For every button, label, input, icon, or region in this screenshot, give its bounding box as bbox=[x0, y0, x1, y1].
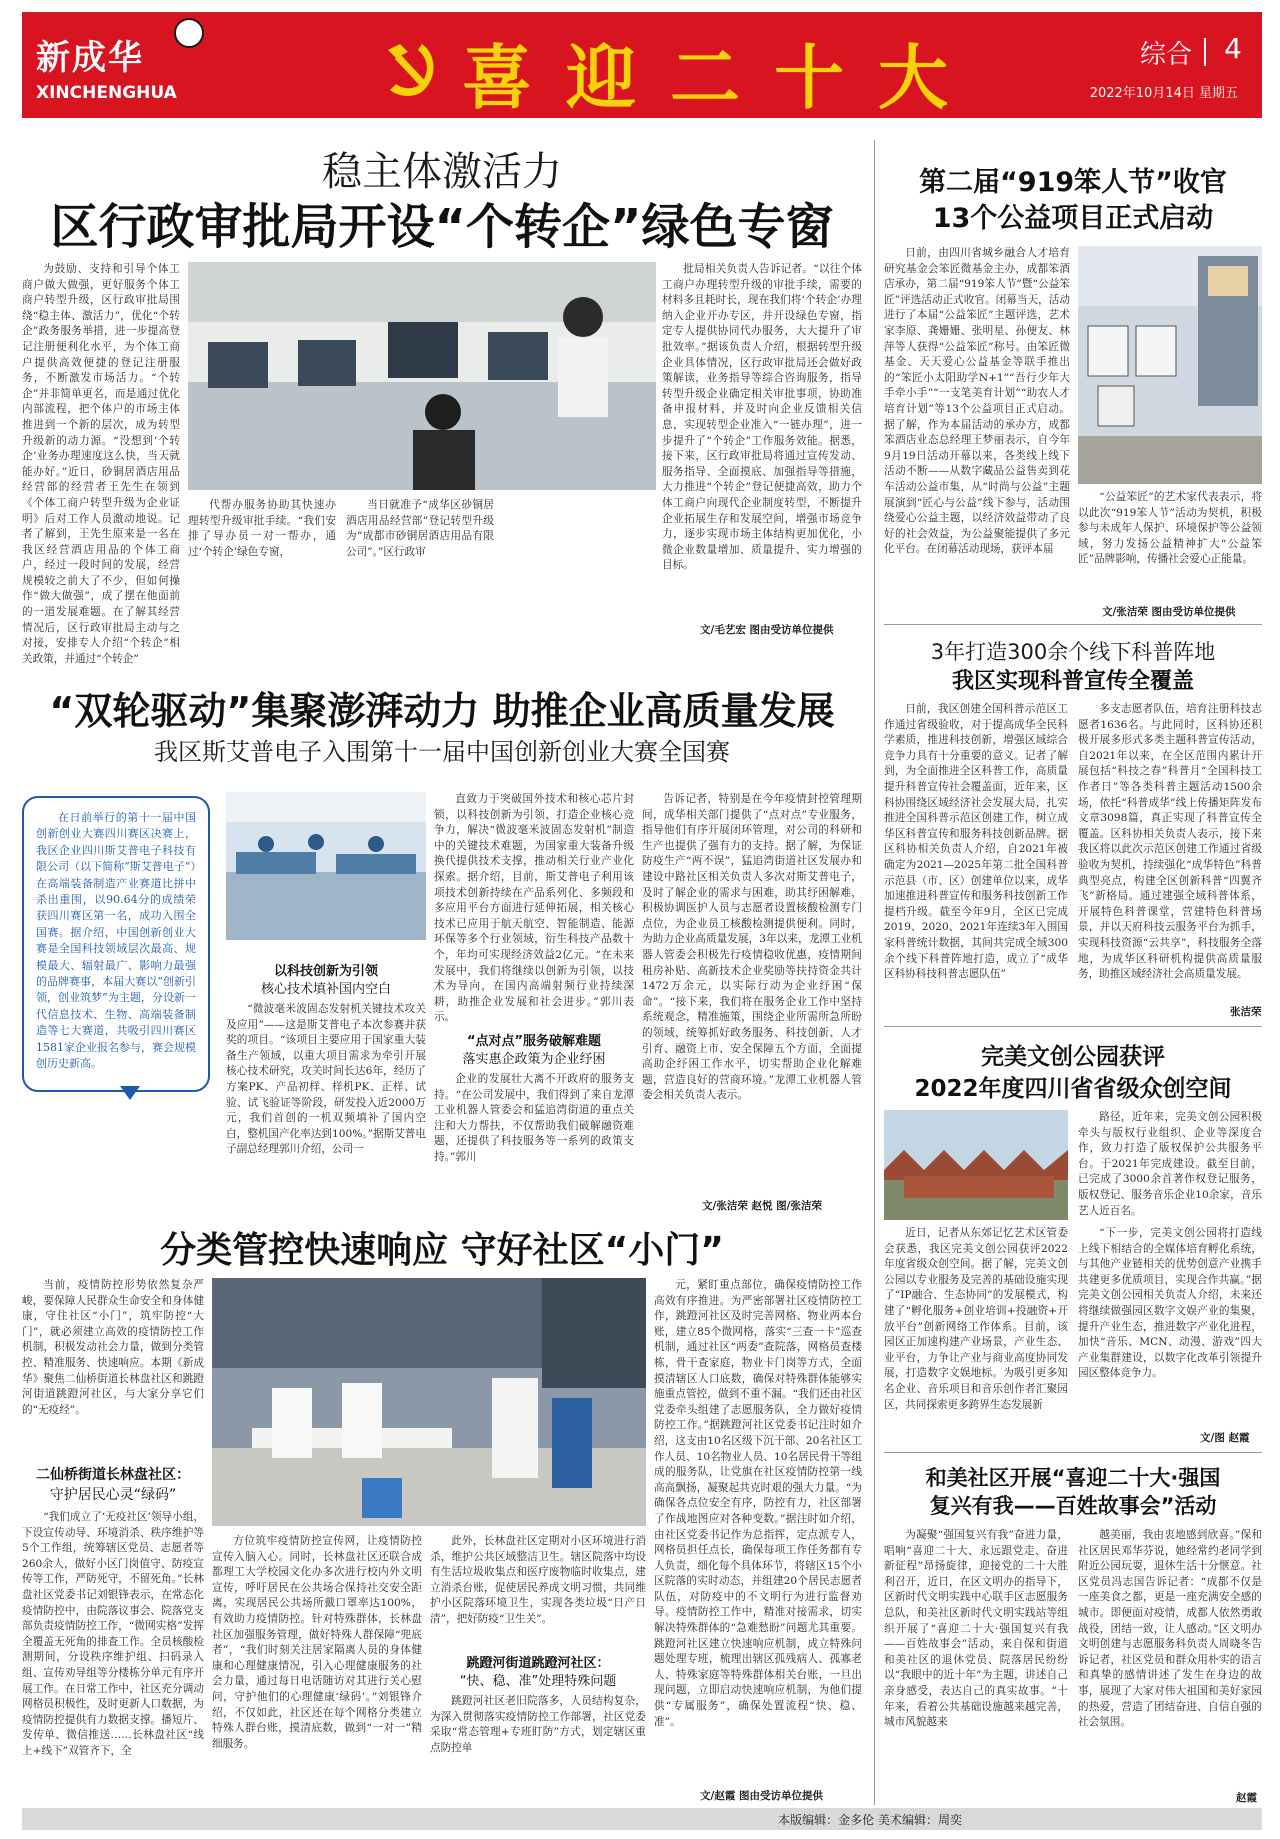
science-kicker: 3年打造300余个线下科普阵地 bbox=[930, 640, 1216, 664]
footer-bar bbox=[22, 1808, 1262, 1830]
hemei-headline-2: 复兴有我——百姓故事会”活动 bbox=[929, 1494, 1217, 1518]
shuanglun-column-1: “微波毫米波固态发射机关键技术攻关及应用”——这是斯艾普电子本次参赛并获奖的项目。“该项目主要应用于国家重大装备生产领域，以重大项目需求为牵引开展核心技术研究，攻关时间长达6年，经历了方案PK、产品初样、样机PK、正样、试验、试飞验证等阶段，研发投入近2000万元，我们首创的一机双频填补了国内空白，整机国产化率达到100%。”据斯艾普电子副总经理郭川介绍，公司一 bbox=[226, 1003, 426, 1156]
shequ-column-3b: 跳蹬河社区老旧院落多，人员结构复杂，为深入贯彻落实疫情防控工作部署，社区党委采取“常态管理+专班盯防”方式，划定辖区重点防控单 bbox=[430, 1695, 646, 1754]
article919-column-1: 日前，由四川省城乡融合人才培育研究基金会笨匠微基金主办，成都笨酒店承办，第二届“919笨人节”暨“公益笨匠”评选活动正式收官。闭幕当天，活动进行了本届“公益笨匠”主题评选，艺术家李原、龚姗姗、张明星、孙便友、林萍等人获得“公益笨匠”称号。由笨匠微基金、天天爱心公益基金等联手推出的“笨匠小太阳助学N+1”“吾行少年大手牵小手”“一支笔美育计划”“助农人才培育计划”等13个公益项目正式启动。据了解，作为本届活动的承办方，成都笨酒店业态总经理王梦丽表示，自今年9月19日活动开幕以来，各类线上线下活动不断——从数字藏品公益售卖到花车活动公益市集，从“时尚与公益”主题展演到“匠心与公益”线下参与，活动围绕爱心公益主题，以经济效益带动了良好的社会效益，为公益聚能提供了多元化平台。在闭幕活动现场，获评本届 bbox=[884, 247, 1070, 556]
article1-headline: 区行政审批局开设“个转企”绿色专窗 bbox=[50, 199, 834, 255]
wenchuang-photo bbox=[884, 1110, 1068, 1220]
wenchuang-headline: 完美文创公园获评 bbox=[981, 1044, 1165, 1070]
article1-photo bbox=[188, 262, 656, 490]
section-name: 综合 bbox=[1139, 40, 1192, 70]
article1-byline: 文/毛艺宏 图由受访单位提供 bbox=[700, 624, 834, 636]
covid-testing-photo bbox=[212, 1278, 646, 1526]
hemei-column-1: 为凝聚“强国复兴有我”奋进力量，唱响“喜迎二十大、永远跟党走、奋进新征程”昂扬旋律，迎接党的二十大胜利召开，近日，在区文明办的指导下，区新时代文明实践中心联手区志愿服务总队，和美社区新时代文明实践站等组织开展了“喜迎二十大·强国复兴有我——百姓故事会”活动，来自保和街道和美社区的退休党员、院落居民纷纷以“我眼中的近十年”为主题，讲述自己亲身感受，表达自己的真实故事。“十年来，看着公共基础设施越来越完善，城市风貌越来 bbox=[884, 1529, 1068, 1729]
shequ-sub1b: 守护居民心灵“绿码” bbox=[49, 1487, 177, 1503]
science-column-2: 多支志愿者队伍，培育注册科技志愿者1636名。与此同时，区科协还积极开展多形式多类主题科普宣传活动，自2021年以来，在全区范围内累计开展包括“科技之春”科普月“全国科技工作者日”等各类科普主题活动1500余场，依托“科普成华”线上传播矩阵发布文章3098篇，真正实现了科普宣传全覆盖。区科协相关负责人表示，接下来我区将以此次示范区创建工作通过省级验收为契机，持续强化“成华特色”科普典型亮点，构建全区创新科普“四翼齐飞”新格局。通过建强全域科普体系，开展特色科普课堂，营建特色科普场景，并以天府科技云服务平台为抓手，实现科技资源“云共享”，科技服务全落地，为成华区科研机构提供高质量服务，助推区域经济社会高质量发展。 bbox=[1078, 703, 1262, 981]
shuanglun-column-3: 告诉记者，特别是在今年疫情封控管理期间，成华相关部门提供了“点对点”专业服务，指导他们有序开展闭环管理，对公司的科研和生产也提供了强有力的支持。据了解，为保证防疫生产“两不误”，猛追湾街道社区发展办和建设中路社区相关负责人多次对斯艾普电子，及时了解企业的需求与困难，助其纾困解难，积极协调医护人员与志愿者设置核酸检测专门点位，为企业员工核酸检测提供便利。同时，为助力企业高质量发展，3年以来，龙潭工业机器人管委会积极先行疫情稳收优惠，疫情期间租房补贴、高新技术企业奖励等扶持资金共计1472万余元，以实际行动为企业纾困“保命”。“接下来，我们将在服务企业工作中坚持系统观念，精准施策，围绕企业所需所急所盼的领域，统筹抓好政务服务、科技创新、人才引育、融资上市、安全保障五个方面，全面提高助企纾困工作水平，切实帮助企业化解难题，营造良好的营商环境。”龙潭工业机器人管委会相关负责人表示。 bbox=[642, 793, 862, 1102]
shequ-sub2: 跳蹬河街道跳蹬河社区： bbox=[466, 1656, 610, 1671]
shuanglun-byline: 文/张洁荣 赵悦 图/张洁荣 bbox=[702, 1200, 822, 1212]
masthead bbox=[22, 12, 1262, 118]
art-exhibit-photo bbox=[1078, 246, 1262, 484]
hammer-sickle-icon bbox=[378, 36, 442, 100]
article919-byline: 文/张洁荣 图由受访单位提供 bbox=[1102, 606, 1236, 618]
article1-column-2: 代帮办服务协助其快速办理转型升级审批手续。“我们安排了导办员一对一帮办，通过‘个转企’绿色专窗， bbox=[188, 499, 336, 558]
shuanglun-column-2: 直致力于突破国外技术和核心芯片封锁，以科技创新为引领，打造企业核心竞争力，解决“微波毫米波固态发射机”制造中的关键技术难题，为国家重大装备升级换代提供技术支撑，推动相关行业产业化探索。据介绍，目前，斯艾普电子利用该项技术创新持续在产品系列化、多频段和多应用平台方面进行延伸拓展，相关核心技术已应用于航天航空、智能制造、能源环保等多个行业领域，衍生科技产品数十个，年均可实现经济效益2亿元。“在未来发展中，我们将继续以创新为引领，以技术为导向，在国内高端射频行业持续深耕，助推企业发展和社会进步。”郭川表示。 bbox=[434, 793, 634, 1024]
shequ-column-2: 方位筑牢疫情防控宣传网，让疫情防控宣传入脑入心。同时，长林盘社区还联合成都理工大学校园文化办多次进行校内外文明宣传，呼吁居民在公共场合保持社交安全距离，实现居民公共场所戴口罩率达100%，有效助力疫情防控。针对特殊群体，长林盘社区加强服务管理，做好特殊人群保障“兜底者”，“我们时刻关注居家隔离人员的身体健康和心理健康情况，引入心理健康服务的社会力量，通过每日电话随访对其进行关心慰问，守护他们的心理健康‘绿码’。”刘银锋介绍，不仅如此，社区还在每个网格分类建立特殊人群台账，摸清底数，做到“一对一”精细服务。 bbox=[212, 1535, 422, 1750]
shequ-sub2b: “快、稳、准”处理特殊问题 bbox=[459, 1674, 617, 1689]
section-divider-2 bbox=[884, 1026, 1262, 1027]
article919-headline: 第二届“919笨人节”收官 bbox=[919, 167, 1227, 198]
banner-slogan: 喜迎二十大 bbox=[462, 36, 982, 119]
hemei-headline: 和美社区开展“喜迎二十大·强国 bbox=[925, 1466, 1221, 1490]
wenchuang-column-3: “下一步，完美文创公园将打造线上线下相结合的全媒体培育孵化系统，与其他产业链相关的优势创意产业携手共建更多优质项目，实现合作共赢。”据完美文创公园相关负责人介绍，未来还将继续做强园区数字文娱产业的集聚，提升产业生态，推进数字产业化进程，加快“音乐、MCN、动漫、游戏”四大产业集群建设，以数字化改革引领提升园区整体竞争力。 bbox=[1078, 1227, 1262, 1380]
shuanglun-sub2b: 落实惠企政策为企业纾困 bbox=[462, 1052, 606, 1067]
article1-kicker: 稳主体激活力 bbox=[322, 149, 562, 195]
panda-badge-icon bbox=[174, 18, 204, 48]
article919-photo bbox=[1078, 246, 1262, 484]
science-column-1: 日前，我区创建全国科普示范区工作通过省级验收，对于提高成华全民科学素质，推进科技创新，增强区域综合竞争力具有十分重要的意义。记者了解到，为全面推进全区科普工作，高质量提升科普宣传社会覆盖面，近年来，区科协围绕区域经济社会发展大局，扎实推进全国科普示范区创建工作，树立成华区科普宣传和服务科技创新品牌。据区科协相关负责人介绍，自2021年被确定为2021—2025年第二批全国科普示范县（市、区）创建单位以来，成华加速推进科普宣传和服务科技创新工作提档升级。截至今年9月，全区已完成2019、2020、2021年连续3年入围国家科普统计数据，其间共完成全域300余个线下科普阵地打造，成立了“成华区科协科技科普志愿队伍” bbox=[884, 703, 1068, 981]
shequ-byline: 文/赵霞 图由受访单位提供 bbox=[700, 1790, 823, 1802]
shequ-column-3: 此外，长林盘社区定期对小区环境进行消杀，维护公共区域整洁卫生。辖区院落中均设有生活垃圾收集点和医疗废物临时收集点，建立消杀台账，促使居民养成文明习惯，共同维护小区院落环境卫生，实现各类垃圾“日产日清”，把好防疫“卫生关”。 bbox=[430, 1535, 646, 1625]
page-number: 4 bbox=[1224, 32, 1242, 65]
wenchuang-headline-2: 2022年度四川省省级众创空间 bbox=[914, 1076, 1232, 1102]
shequ-column-1: “我们成立了‘无疫社区’领导小组，下设宣传动导、环境消杀、秩序维护等5个工作组，统筹辖区党员、志愿者等260余人，做好小区门岗值守、防疫宣传等工作，严防死守，不留死角。”长林盘社区党委书记刘银锋表示，在常态化疫情防控中，由院落议事会、院落党支部负责疫情防控工作，“微网实格”发挥全覆盖无死角的排查工作。全员核酸检测期间，分设秩序维护组、扫码录入组、宣传劝导组等分楼栋分单元有序开展工作。在日常工作中，社区充分调动网格员积极性，及时更新人口数据，为疫情防控提供有力数据支撑。播短片、发传单、微信推送……长林盘社区“线上+线下”双管齐下，全 bbox=[22, 1511, 204, 1757]
hemei-byline: 赵霞 bbox=[1236, 1792, 1257, 1804]
shequ-column-4: 元，紧盯重点部位，确保疫情防控工作高效有序推进。为严密部署社区疫情防控工作，跳蹬河社区及时完善网格、物业两本台账，建立85个微网格，落实“三查一卡”巡查机制，通过社区“两委”查院落，网格员查楼栋，骨干查家庭，物业卡门岗等方式，全面摸清辖区人口底数，确保对特殊群体能够实施重点管控，做到不重不漏。“我们还由社区党委牵头组建了志愿服务队，全力做好疫情防控工作。”据跳蹬河社区党委书记注时如介绍，这支由10名区级下沉干部、20名社区工作人员、10名物业人员、10名居民骨干等组成的服务队，让党旗在社区疫情防控第一线高高飘扬，凝聚起共克时艰的强大力量。“为确保各点位安全有序，防控有力，社区部署了作战地图应对各种变数。”据注时如介绍，由社区党委书记作为总指挥，定点派专人，网格员担任点长，确保每项工作任务都有专人负责，细化每个具体环节，将辖区15个小区院落的实时动态，并组建20个居民志愿者队伍，对防疫中的不文明行为进行监督劝导。疫情防控工作中，精准对接需求，切实解决特殊群体的“急难愁盼”问题尤其重要。跳蹬河社区建立快速响应机制，成立特殊问题处理专班，梳理出辖区孤残病人、孤寡老人、特殊家庭等特殊群体相关台账，一旦出现问题，立即启动快速响应机制，为他们提供“专属服务”，确保处置流程“快、稳、准”。 bbox=[654, 1279, 862, 1728]
column-divider bbox=[874, 140, 875, 1805]
shuanglun-headline: “双轮驱动”集聚澎湃动力 助推企业高质量发展 bbox=[49, 689, 835, 733]
shuanglun-column-2b: 企业的发展壮大离不开政府的服务支持。“在公司发展中，我们得到了来自龙潭工业机器人管委会和猛追湾街道的重点关注和大力帮扶，不仅帮助我们破解融资难题，还提供了科技服务等一系列的政策支持。”郭川 bbox=[434, 1073, 634, 1163]
shuanglun-sub1b: 核心技术填补国内空白 bbox=[260, 982, 391, 997]
shequ-intro: 当前，疫情防控形势依然复杂严峻，要保障人民群众生命安全和身体健康，守住社区“小门”，筑牢防控“大门”，就必须建立高效的疫情防控工作机制，积极发动社会力量，做到分类管控、精准服务、快速响应。本期《新成华》聚焦二仙桥街道长林盘社区和跳蹬河街道跳蹬河社区，与大家分享它们的“无疫经”。 bbox=[22, 1279, 204, 1416]
science-byline: 张洁荣 bbox=[1230, 1006, 1262, 1018]
shequ-photo bbox=[212, 1278, 646, 1526]
shuanglun-callout: 在日前举行的第十一届中国创新创业大赛四川赛区决赛上，我区企业四川斯艾普电子科技有限公司（以下简称“斯艾普电子”）在高端装备制造产业赛道比拼中杀出重围，以90.64分的成绩荣获四川赛区第一名，成功入围全国赛。据介绍，中国创新创业大赛是全国科技领域层次最高、规模最大、辐射最广、影响力最强的品牌赛事，本届大赛以“创新引领，创业筑梦”为主题，分设新一代信息技术、生物、高端装备制造等七大赛道，共吸引四川赛区1581家企业报名参与，赛会规模创历史新高。 bbox=[22, 796, 210, 1092]
article919-headline-2: 13个公益项目正式启动 bbox=[932, 203, 1214, 234]
shequ-headline: 分类管控快速响应 守好社区“小门” bbox=[160, 1230, 724, 1271]
shequ-sub1: 二仙桥街道长林盘社区： bbox=[36, 1467, 190, 1483]
logo-chinese: 新成华 bbox=[36, 38, 144, 78]
shuanglun-sub2: “点对点”服务破解难题 bbox=[466, 1034, 602, 1049]
logo-english: XINCHENGHUA bbox=[36, 83, 177, 103]
shuanglun-photo bbox=[226, 792, 426, 940]
section-divider bbox=[884, 624, 1262, 625]
wenchuang-column-2: 近日，记者从东郊记忆艺术区管委会获悉，我区完美文创公园获评2022年度省级众创空间。据了解，完美文创公园以专业服务及完善的基础设施实现了“IP融合、生态协同”的发展模式，构建了“孵化服务+创业培训+投融资+开放平台”创新网络工作体系。目前，该园区正加速构建产业场景，产业生态、业平台，力争让产业与商业高度协同发展，打造数字文娱地标。为吸引更多知名企业、音乐项目和音乐创作者汇聚园区，共同探索更多跨界生态发展新 bbox=[884, 1227, 1068, 1411]
article1-column-1: 为鼓励、支持和引导个体工商户做大做强，更好服务个体工商户转型升级，区行政审批局围绕“稳主体、激活力”，优化“个转企”政务服务举措，进一步提高登记注册便利化水平，为个体工商户提供高效便捷的登记注册服务，不断激发市场活力。“个转企”并非简单更名，而是通过优化内部流程，把个体户的市场主体推进到一个新的层次，成为转型升级新的动力源。“没想到‘个转企’业务办理速度这么快，当天就能办好。”近日，砂铜居酒店用品经营部的经营者王先生在领到《个体工商户转型升级为企业证明》后对工作人员激动地说。记者了解到，王先生原来是一名在我区经营酒店用品的个体工商户，经过一段时间的发展，经营规模较之前大了不少，但如何操作“做大做强”，成了摆在他面前的一道发展难题。在了解其经营情况后，区行政审批局主动与之对接，安排专人介绍“个转企”相关政策，并通过“个转企” bbox=[22, 263, 180, 665]
science-headline: 我区实现科普宣传全覆盖 bbox=[951, 669, 1194, 694]
article919-column-2: “公益笨匠”的艺术家代表表示，将以此次“919笨人节”活动为契机，积极参与未成年人保护、环境保护等公益领域，努力发扬公益精神扩大“公益笨匠”品牌影响，传播社会爱心正能量。 bbox=[1078, 491, 1262, 566]
shuanglun-sub1: 以科技创新为引领 bbox=[273, 964, 378, 979]
article1-column-3: 当日就准予“成华区砂铜居酒店用品经营部”登记转型升级为“成都市砂铜居酒店用品有限公司”。”区行政审 bbox=[346, 499, 494, 558]
article1-column-4: 批局相关负责人告诉记者。“以往个体工商户办理转型升级的审批手续，需要的材料多且耗时长，现在我们将‘个转企’办理纳入企业开办专区，并开设绿色专窗，指定专人提供协同代办服务，大大提升了审批效率。”据该负责人介绍，根据转型升级企业具体情况，区行政审批局还会做好政策解读，业务指导等综合咨询服务，指导转型升级企业确定相关审批事项，协助准备申报材料，并及时向企业反馈相关信息，实现转型企业准入“一链办理”，进一步提升了“个转企”工作服务效能。据悉，接下来，区行政审批局将通过宣传发动、服务指导、全面摸底、加强指导等措施，大力推进“个转企”登记便捷高效，助力个体工商户向现代企业制度转型，不断提升企业拓展生存和发展空间，增强市场竞争力，逐步实现市场主体结构更加优化，小微企业数量增加、质量提升、实力增强的目标。 bbox=[662, 263, 862, 572]
factory-photo bbox=[226, 792, 426, 940]
editor-credits: 本版编辑：金多伦 美术编辑：周奕 bbox=[778, 1813, 962, 1827]
service-window-photo bbox=[188, 262, 656, 490]
hemei-column-2: 越美丽，我由衷地感到欣喜。”保和社区居民邓华芬说，她经常约老同学到附近公园玩耍，退休生活十分惬意。社区党员冯志国告诉记者：“成都不仅是一座美食之都，更是一座充满安全感的城市。即便面对疫情，成都人依然勇敢战役，团结一致，让人感动。”区文明办文明创建与志愿服务科负责人周晓冬告诉记者，社区党员和群众用朴实的语言和真挚的感情讲述了发生在身边的故事，展现了大家对伟大祖国和美好家园的热爱，营造了团结奋进、自信自强的社会氛围。 bbox=[1078, 1529, 1262, 1729]
section-divider-3 bbox=[884, 1452, 1262, 1453]
shuanglun-subhead: 我区斯艾普电子入围第十一届中国创新创业大赛全国赛 bbox=[154, 738, 730, 766]
issue-date: 2022年10月14日 星期五 bbox=[1089, 86, 1238, 101]
page-separator bbox=[1204, 38, 1206, 66]
industrial-park-photo bbox=[884, 1110, 1068, 1220]
callout-tail bbox=[120, 1086, 140, 1100]
wenchuang-byline: 文/图 赵霞 bbox=[1200, 1432, 1250, 1444]
wenchuang-column-1: 路径，近年来，完美文创公园积极牵头与版权行业组织、企业等深度合作，致力打造了版权保护公共服务平台。于2021年完成建设。截至目前，已完成了3000余首著作权登记服务，版权登记、服务音乐企业10余家，音乐艺人近百名。 bbox=[1078, 1111, 1262, 1217]
